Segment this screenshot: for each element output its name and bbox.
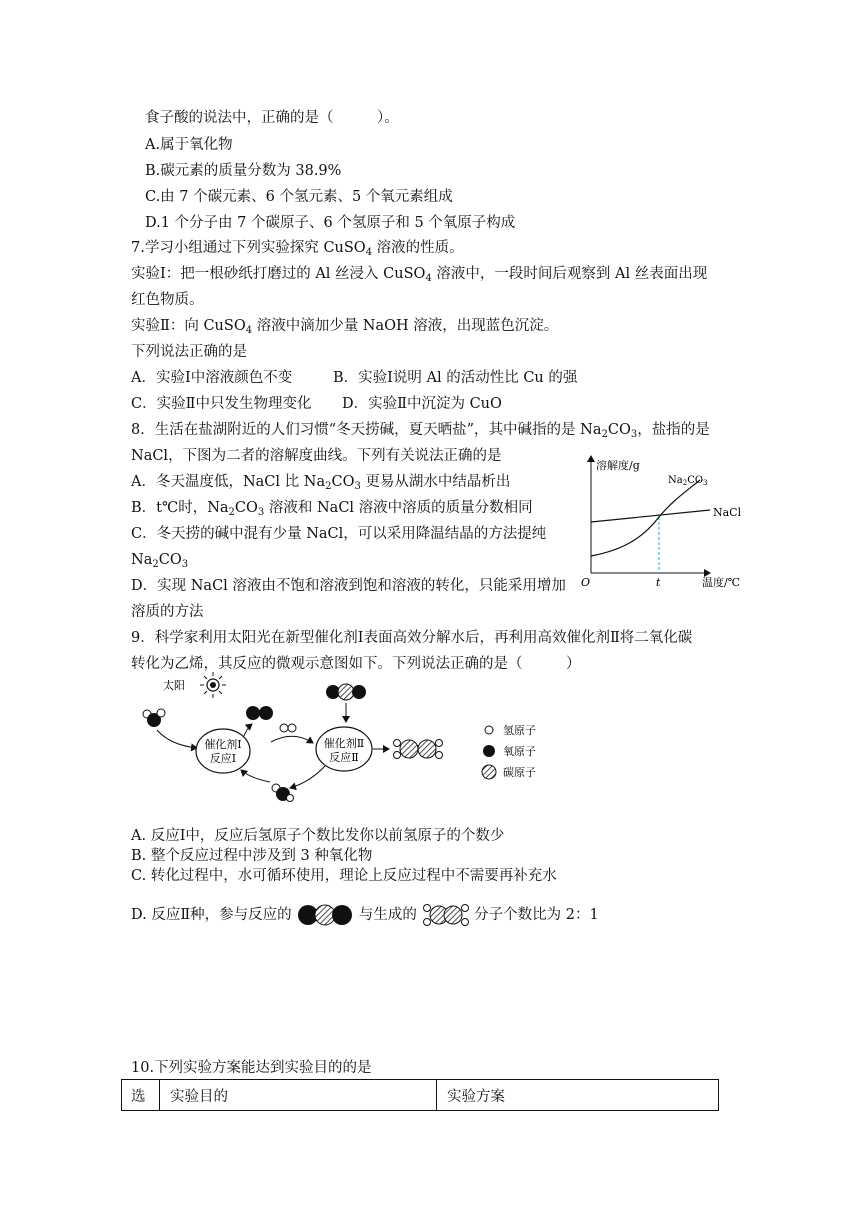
- legend: [482, 723, 536, 779]
- q8-stem-line1: 8．生活在盐湖附近的人们习惯“冬天捞碱，夏天晒盐”，其中碱指的是 $Na_2CO_3$，盐指的是: [131, 422, 710, 440]
- arrow-catalyst2-to-water: [290, 766, 325, 788]
- solubility-chart: [578, 450, 758, 595]
- q8-option-d: D．实现 NaCl 溶液由不饱和溶液到饱和溶液的转化，只能采用增加: [131, 578, 566, 594]
- q9-option-d-part1: D. 反应Ⅱ种，参与反应的: [131, 907, 292, 923]
- q7-option-b: B．实验Ⅰ说明 Al 的活动性比 Cu 的强: [333, 370, 578, 386]
- arrow-water-to-catalyst1-recycle: [241, 770, 270, 782]
- legend-carbon: 碳原子: [503, 766, 536, 779]
- q9-option-d-part3: 分子个数比为 2：1: [474, 907, 599, 923]
- q10-table: [121, 1079, 719, 1111]
- q9-option-d-part2: 与生成的: [358, 907, 417, 923]
- sun-label: 太阳: [163, 679, 185, 692]
- legend-oxygen: 氧原子: [503, 745, 536, 758]
- q8-option-b: B．t℃时，$Na_2CO_3$ 溶液和 NaCl 溶液中溶质的质量分数相同: [131, 500, 533, 518]
- chart-series-label-nacl: NaCl: [713, 506, 742, 519]
- q9-option-d: [131, 902, 599, 928]
- q10-stem: 10.下列实验方案能达到实验目的的是: [131, 1060, 372, 1076]
- table-row: [122, 1080, 719, 1111]
- chart-series-label-na2co3: $Na_2CO_3$: [668, 475, 708, 487]
- q10-col-purpose: 实验目的: [160, 1080, 437, 1111]
- q6-stem-tail: 食子酸的说法中，正确的是（ ）。: [145, 110, 399, 126]
- q9-stem-line1: 9．科学家利用太阳光在新型催化剂Ⅰ表面高效分解水后，再利用高效催化剂Ⅱ将二氧化碳: [131, 630, 693, 646]
- chart-t-label: t: [656, 576, 661, 589]
- arrow-catalyst1-to-oxygen: [243, 724, 252, 738]
- q8-option-d-cont: 溶质的方法: [131, 604, 204, 620]
- q7-stem: 7.学习小组通过下列实验探究 CuSO$_4$ 溶液的性质。: [131, 240, 464, 258]
- ethylene-molecule-inline-icon: [422, 902, 470, 928]
- oxygen-molecule-icon: [246, 706, 273, 720]
- q6-option-d: D.1 个分子由 7 个碳原子、6 个氢原子和 5 个氧原子构成: [145, 215, 516, 231]
- water-molecule-icon: [143, 709, 165, 727]
- q9-option-c: C. 转化过程中，水可循环使用，理论上反应过程中不需要再补充水: [131, 868, 557, 884]
- q9-stem-line2: 转化为乙烯，其反应的微观示意图如下。下列说法正确的是（ ）: [131, 656, 581, 672]
- q7-ask: 下列说法正确的是: [131, 344, 247, 360]
- q10-col-plan: 实验方案: [437, 1080, 719, 1111]
- catalyst1-reaction-label: 反应Ⅰ: [209, 752, 237, 765]
- q7-experiment-1-cont: 红色物质。: [131, 292, 204, 308]
- q6-option-a: A.属于氧化物: [145, 137, 233, 153]
- q8-stem-line2: NaCl，下图为二者的溶解度曲线。下列有关说法正确的是: [131, 448, 502, 464]
- catalyst2-reaction-label: 反应Ⅱ: [329, 751, 359, 764]
- q7-experiment-1: 实验Ⅰ：把一根砂纸打磨过的 Al 丝浸入 CuSO$_4$ 溶液中，一段时间后观察到 Al 丝表面出现: [131, 266, 708, 284]
- q6-option-c: C.由 7 个碳元素、6 个氢元素、5 个氧元素组成: [145, 189, 453, 205]
- chart-x-label: 温度/℃: [702, 576, 741, 589]
- arrow-water-to-catalyst1: [157, 730, 197, 748]
- sun-icon: [200, 672, 226, 698]
- q6-option-b: B.碳元素的质量分数为 38.9%: [145, 163, 342, 179]
- chart-y-label: 溶解度/g: [596, 459, 640, 472]
- q7-option-c: C．实验Ⅱ中只发生物理变化: [131, 396, 312, 412]
- q8-option-c-cont: $Na_2CO_3$: [131, 552, 189, 570]
- q9-option-a: A. 反应Ⅰ中，反应后氢原子个数比发你以前氢原子的个数少: [131, 828, 505, 844]
- recycled-water-icon: [272, 784, 294, 802]
- legend-hydrogen: 氢原子: [503, 724, 536, 737]
- co2-molecule-inline-icon: [296, 902, 354, 928]
- reaction-diagram: [135, 670, 595, 810]
- arrow-hydrogen-to-catalyst2: [271, 736, 313, 743]
- catalyst2-label: 催化剂Ⅱ: [323, 737, 365, 750]
- q7-option-d: D．实验Ⅱ中沉淀为 CuO: [342, 396, 502, 412]
- catalyst1-label: 催化剂Ⅰ: [204, 738, 242, 751]
- q9-option-b: B. 整个反应过程中涉及到 3 种氧化物: [131, 848, 373, 864]
- q8-option-a: A．冬天温度低，NaCl 比 $Na_2CO_3$ 更易从湖水中结晶析出: [131, 474, 511, 492]
- q7-experiment-2: 实验Ⅱ：向 CuSO$_4$ 溶液中滴加少量 NaOH 溶液，出现蓝色沉淀。: [131, 318, 559, 336]
- q7-option-a: A．实验Ⅰ中溶液颜色不变: [131, 370, 293, 386]
- q10-col-option: 选: [122, 1080, 160, 1111]
- catalyst1-node: [196, 729, 250, 773]
- hydrogen-molecule-icon: [280, 724, 296, 732]
- ethylene-molecule-icon: [394, 740, 443, 759]
- chart-series-na2co3: [591, 480, 700, 556]
- q8-option-c: C．冬天捞的碱中混有少量 NaCl，可以采用降温结晶的方法提纯: [131, 526, 547, 542]
- co2-molecule-icon: [326, 684, 366, 700]
- chart-series-nacl: [591, 510, 710, 522]
- chart-origin-label: O: [581, 576, 591, 589]
